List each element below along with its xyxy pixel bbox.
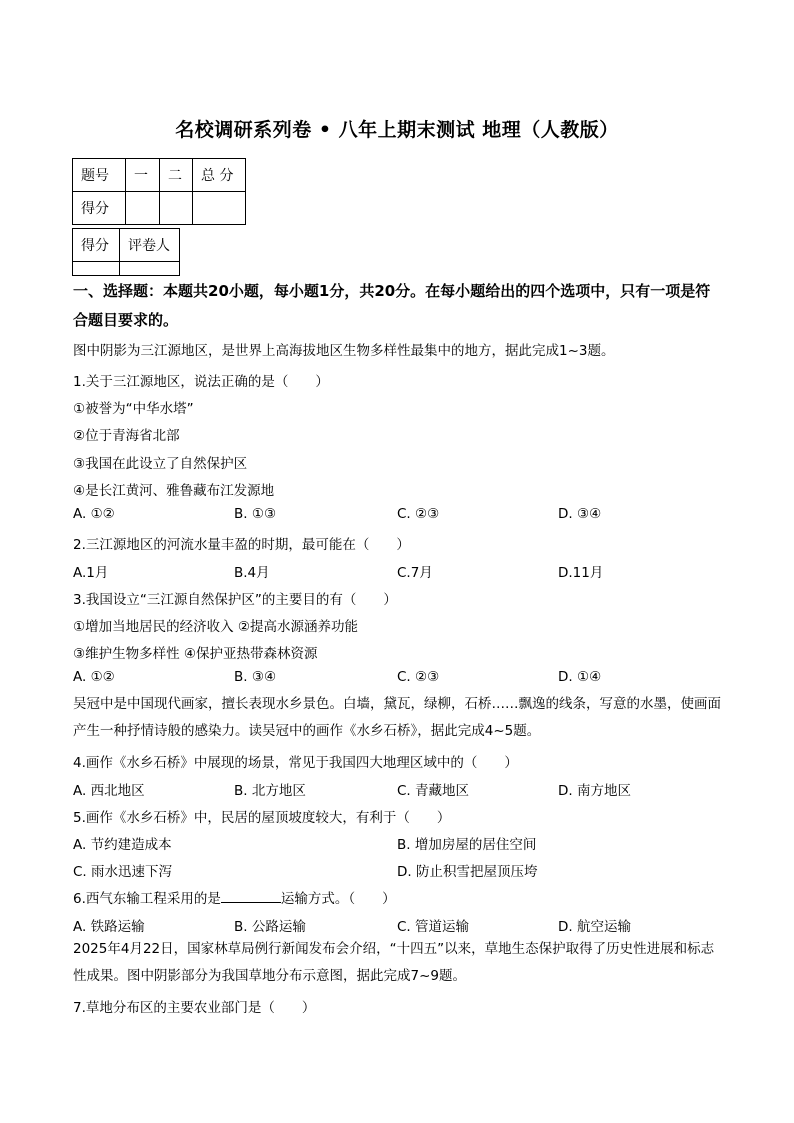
question-5-option-a[interactable]: A. 节约建造成本 [73, 837, 172, 853]
question-7-stem: 7.草地分布区的主要农业部门是（ ） [73, 1000, 316, 1016]
question-3-stem: 3.我国设立“三江源自然保护区”的主要目的有（ ） [73, 592, 397, 608]
question-2-option-b[interactable]: B.4月 [234, 565, 270, 581]
intro-text-2: 吴冠中是中国现代画家，擅长表现水乡景色。白墙，黛瓦，绿柳，石桥……飘逸的线条，写意的水墨，使画面产生一种抒情诗般的感染力。读吴冠中的画作《水乡石桥》，据此完成4~5题。 [73, 696, 721, 739]
question-1-item-3: ③我国在此设立了自然保护区 [73, 456, 248, 472]
question-2-option-d[interactable]: D.11月 [558, 565, 604, 581]
question-6-stem-start: 6.西气东输工程采用的是 [73, 891, 221, 907]
score-cell-part2[interactable] [160, 192, 193, 225]
question-3-option-d[interactable]: D. ①④ [558, 669, 602, 685]
question-3-item-1: ①增加当地居民的经济收入 ②提高水源涵养功能 [73, 619, 358, 635]
question-3-option-b[interactable]: B. ③④ [234, 669, 277, 685]
score-cell-total[interactable] [193, 192, 246, 225]
question-4-stem: 4.画作《水乡石桥》中展现的场景，常见于我国四大地理区域中的（ ） [73, 755, 518, 771]
question-1-option-a[interactable]: A. ①② [73, 506, 115, 522]
question-3-option-c[interactable]: C. ②③ [397, 669, 440, 685]
grader-score-label: 得分 [73, 229, 120, 262]
question-6-option-d[interactable]: D. 航空运输 [558, 919, 631, 935]
grader-score-cell[interactable] [73, 262, 120, 276]
question-6-stem-end: 运输方式。（ ） [280, 891, 396, 907]
question-5-option-b[interactable]: B. 增加房屋的居住空间 [397, 837, 537, 853]
grader-name-cell[interactable] [120, 262, 180, 276]
score-header-number: 题号 [73, 159, 126, 192]
question-6-option-b[interactable]: B. 公路运输 [234, 919, 306, 935]
question-1-option-d[interactable]: D. ③④ [558, 506, 602, 522]
score-row-label: 得分 [73, 192, 126, 225]
question-4-option-b[interactable]: B. 北方地区 [234, 783, 306, 799]
question-5-option-c[interactable]: C. 雨水迅速下泻 [73, 864, 173, 880]
question-5-option-d[interactable]: D. 防止积雪把屋顶压垮 [397, 864, 538, 880]
question-3-option-a[interactable]: A. ①② [73, 669, 115, 685]
question-2-option-c[interactable]: C.7月 [397, 565, 433, 581]
question-6-option-c[interactable]: C. 管道运输 [397, 919, 470, 935]
score-table [72, 158, 246, 225]
question-4-option-a[interactable]: A. 西北地区 [73, 783, 145, 799]
question-3-item-2: ③维护生物多样性 ④保护亚热带森林资源 [73, 646, 318, 662]
section-heading: 一、选择题：本题共20小题，每小题1分，共20分。在每小题给出的四个选项中，只有一项是符合题目要求的。 [73, 282, 711, 329]
intro-text-3: 2025年4月22日，国家林草局例行新闻发布会介绍，“十四五”以来，草地生态保护取得了历史性进展和标志性成果。图中阴影部分为我国草地分布示意图，据此完成7~9题。 [73, 941, 715, 984]
question-1-option-c[interactable]: C. ②③ [397, 506, 440, 522]
grader-table [72, 228, 180, 276]
question-2-option-a[interactable]: A.1月 [73, 565, 109, 581]
question-1-item-4: ④是长江黄河、雅鲁藏布江发源地 [73, 483, 275, 499]
page-title: 名校调研系列卷 • 八年上期末测试 地理（人教版） [175, 119, 619, 141]
score-header-part2: 二 [160, 159, 193, 192]
intro-text-1: 图中阴影为三江源地区，是世界上高海拔地区生物多样性最集中的地方，据此完成1~3题。 [73, 343, 615, 359]
score-header-part1: 一 [126, 159, 160, 192]
question-1-option-b[interactable]: B. ①③ [234, 506, 277, 522]
question-6-option-a[interactable]: A. 铁路运输 [73, 919, 145, 935]
question-5-stem: 5.画作《水乡石桥》中，民居的屋顶坡度较大，有利于（ ） [73, 810, 451, 826]
question-1-item-1: ①被誉为“中华水塔” [73, 401, 194, 417]
grader-name-label: 评卷人 [120, 229, 180, 262]
question-1-item-2: ②位于青海省北部 [73, 428, 180, 444]
score-cell-part1[interactable] [126, 192, 160, 225]
score-header-total: 总 分 [193, 159, 246, 192]
question-6-blank[interactable] [221, 888, 281, 903]
question-4-option-c[interactable]: C. 青藏地区 [397, 783, 470, 799]
question-4-option-d[interactable]: D. 南方地区 [558, 783, 631, 799]
question-2-stem: 2.三江源地区的河流水量丰盈的时期，最可能在（ ） [73, 537, 410, 553]
question-1-stem: 1.关于三江源地区，说法正确的是（ ） [73, 374, 329, 390]
question-6-stem [73, 887, 396, 907]
